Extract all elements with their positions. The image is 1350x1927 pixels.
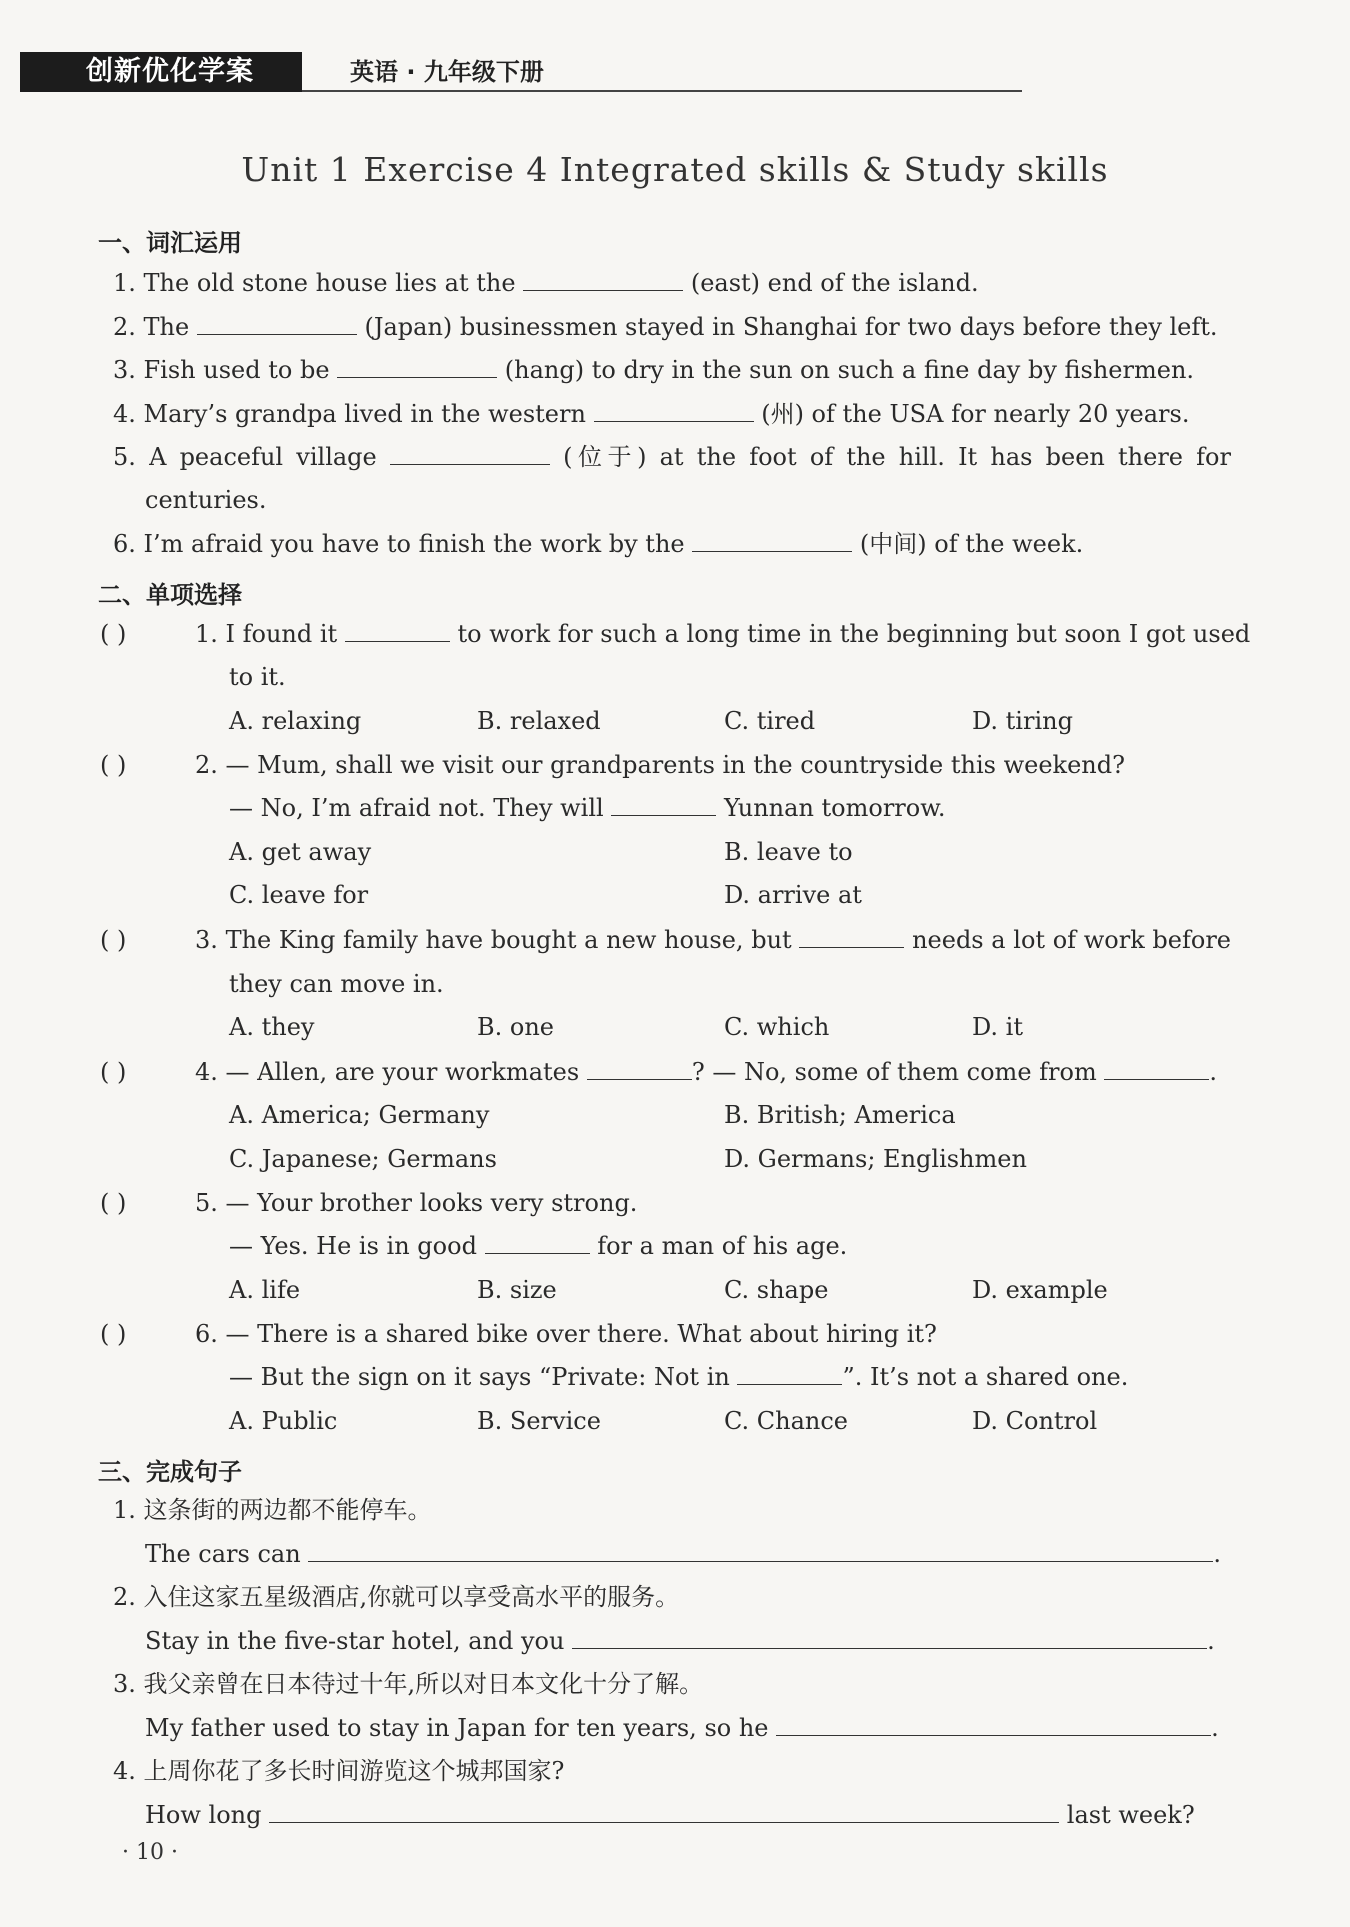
complete-question-4-cn: 4. 上周你花了多长时间游览这个城邦国家? [113, 1757, 565, 1785]
choice-question-5: 5. — Your brother looks very strong. [195, 1189, 638, 1217]
answer-blank[interactable] [587, 1055, 692, 1080]
option-a[interactable]: A. get away [229, 838, 372, 866]
answer-blank[interactable] [594, 397, 754, 422]
answer-blank[interactable] [197, 310, 357, 335]
brand-banner: 创新优化学案 [20, 52, 302, 92]
option-c[interactable]: C. leave for [229, 881, 369, 909]
answer-blank[interactable] [611, 791, 716, 816]
answer-blank[interactable] [485, 1229, 590, 1254]
option-a[interactable]: A. Public [229, 1407, 338, 1435]
page-number: · 10 · [122, 1840, 178, 1865]
vocab-question-2: 2. The (Japan) businessmen stayed in Shanghai for two days before they left. [113, 310, 1231, 344]
complete-question-3-cn: 3. 我父亲曾在日本待过十年,所以对日本文化十分了解。 [113, 1670, 704, 1698]
answer-blank[interactable] [337, 353, 497, 378]
vocab-question-4: 4. Mary’s grandpa lived in the western (州) of the USA for nearly 20 years. [113, 397, 1231, 431]
option-d[interactable]: D. arrive at [724, 881, 862, 909]
choice-question-2: 2. — Mum, shall we visit our grandparents in the countryside this weekend? [195, 751, 1125, 779]
option-c[interactable]: C. Chance [724, 1407, 848, 1435]
choice-question-4: 4. — Allen, are your workmates ? — No, some of them come from . [195, 1055, 1231, 1089]
complete-question-3-en: My father used to stay in Japan for ten years, so he . [145, 1711, 1231, 1745]
vocab-question-1: 1. The old stone house lies at the (east) end of the island. [113, 266, 1231, 300]
option-c[interactable]: C. shape [724, 1276, 829, 1304]
option-a[interactable]: A. America; Germany [229, 1101, 490, 1129]
answer-paren[interactable]: ( ) [100, 926, 127, 954]
answer-blank[interactable] [390, 440, 550, 465]
option-d[interactable]: D. Germans; Englishmen [724, 1145, 1027, 1173]
answer-paren[interactable]: ( ) [100, 751, 127, 779]
complete-question-1-cn: 1. 这条街的两边都不能停车。 [113, 1496, 432, 1524]
header-rule [302, 90, 1022, 92]
vocab-question-5-cont: centuries. [145, 486, 267, 514]
option-a[interactable]: A. they [229, 1013, 315, 1041]
section-choice-heading: 二、单项选择 [98, 581, 242, 609]
vocab-question-3: 3. Fish used to be (hang) to dry in the sun on such a fine day by fishermen. [113, 353, 1231, 387]
page-title: Unit 1 Exercise 4 Integrated skills & Study skills [241, 150, 1109, 189]
answer-blank[interactable] [737, 1360, 842, 1385]
option-d[interactable]: D. it [972, 1013, 1023, 1041]
option-b[interactable]: B. one [477, 1013, 555, 1041]
option-d[interactable]: D. example [972, 1276, 1108, 1304]
option-c[interactable]: C. Japanese; Germans [229, 1145, 497, 1173]
answer-blank[interactable] [345, 617, 450, 642]
option-a[interactable]: A. relaxing [229, 707, 362, 735]
option-b[interactable]: B. size [477, 1276, 557, 1304]
choice-question-6: 6. — There is a shared bike over there. What about hiring it? [195, 1320, 937, 1348]
section-vocab-heading: 一、词汇运用 [98, 229, 242, 257]
option-c[interactable]: C. tired [724, 707, 816, 735]
option-a[interactable]: A. life [229, 1276, 301, 1304]
subject-label: 英语 · 九年级下册 [350, 58, 544, 86]
option-b[interactable]: B. British; America [724, 1101, 956, 1129]
answer-line[interactable] [269, 1798, 1059, 1823]
answer-paren[interactable]: ( ) [100, 1058, 127, 1086]
answer-blank[interactable] [692, 527, 852, 552]
choice-question-1-cont: to it. [229, 663, 286, 691]
choice-question-1: 1. I found it to work for such a long time in the beginning but soon I got used [195, 617, 1231, 651]
complete-question-2-en: Stay in the five-star hotel, and you . [145, 1624, 1231, 1658]
choice-question-3: 3. The King family have bought a new house, but needs a lot of work before [195, 923, 1231, 957]
choice-question-3-cont: they can move in. [229, 970, 444, 998]
answer-paren[interactable]: ( ) [100, 1189, 127, 1217]
option-c[interactable]: C. which [724, 1013, 830, 1041]
complete-question-1-en: The cars can . [145, 1537, 1231, 1571]
answer-paren[interactable]: ( ) [100, 1320, 127, 1348]
choice-question-2-reply: — No, I’m afraid not. They will Yunnan tomorrow. [229, 791, 1231, 825]
option-b[interactable]: B. leave to [724, 838, 853, 866]
option-b[interactable]: B. Service [477, 1407, 601, 1435]
section-complete-heading: 三、完成句子 [98, 1458, 242, 1486]
complete-question-4-en: How long last week? [145, 1798, 1231, 1832]
option-d[interactable]: D. Control [972, 1407, 1098, 1435]
answer-blank[interactable] [799, 923, 904, 948]
answer-blank[interactable] [1104, 1055, 1209, 1080]
complete-question-2-cn: 2. 入住这家五星级酒店,你就可以享受高水平的服务。 [113, 1583, 680, 1611]
option-d[interactable]: D. tiring [972, 707, 1073, 735]
answer-blank[interactable] [523, 266, 683, 291]
answer-paren[interactable]: ( ) [100, 620, 127, 648]
answer-line[interactable] [308, 1537, 1213, 1562]
choice-question-5-reply: — Yes. He is in good for a man of his age. [229, 1229, 1231, 1263]
answer-line[interactable] [572, 1624, 1207, 1649]
option-b[interactable]: B. relaxed [477, 707, 601, 735]
answer-line[interactable] [776, 1711, 1211, 1736]
choice-question-6-reply: — But the sign on it says “Private: Not in ”. It’s not a shared one. [229, 1360, 1231, 1394]
vocab-question-5: 5. A peaceful village (位于) at the foot of the hill. It has been there for [113, 440, 1231, 474]
vocab-question-6: 6. I’m afraid you have to finish the work by the (中间) of the week. [113, 527, 1231, 561]
